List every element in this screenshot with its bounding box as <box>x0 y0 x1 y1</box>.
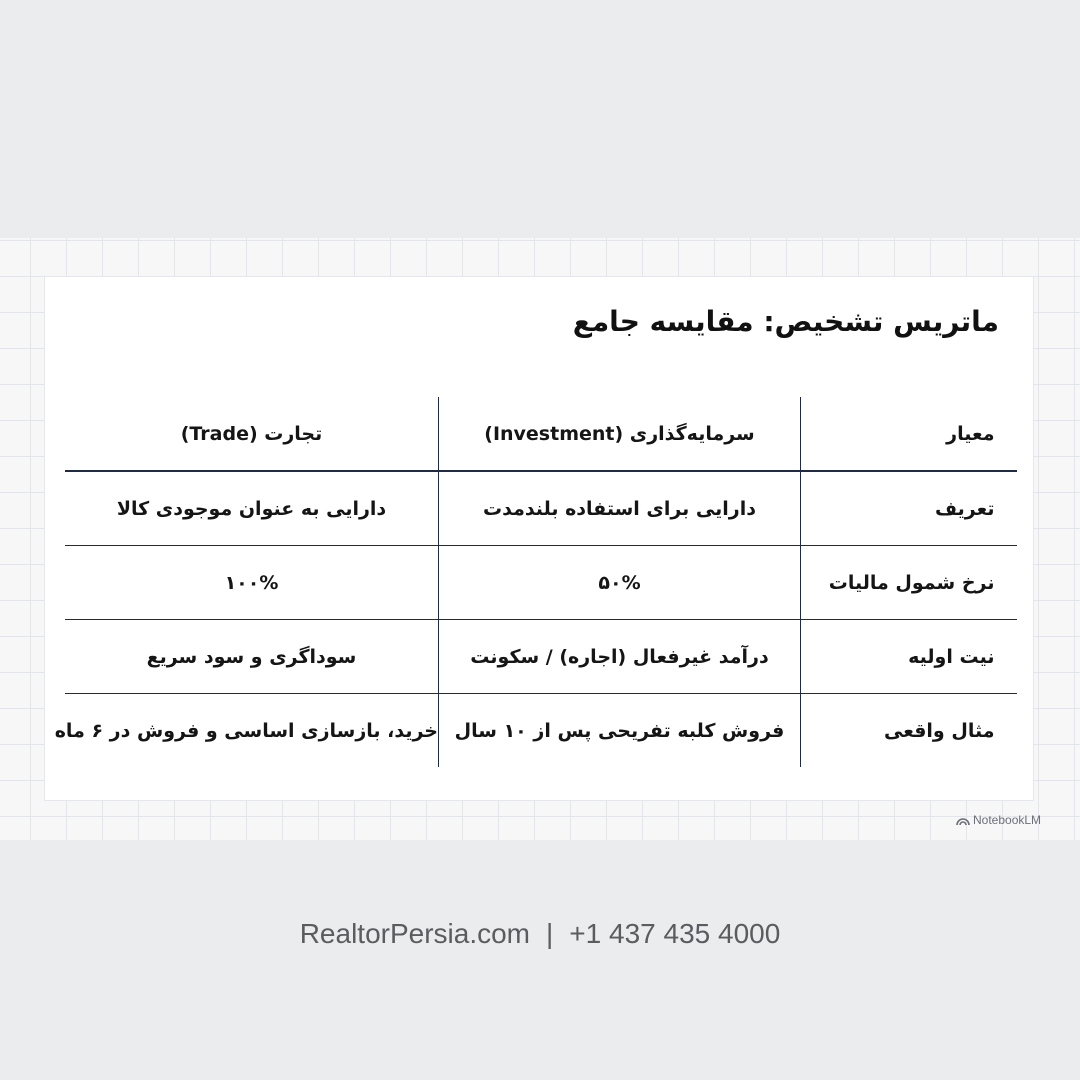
table-row <box>65 694 1017 768</box>
slide-title: ماتریس تشخیص: مقایسه جامع <box>572 305 999 338</box>
table-row <box>65 620 1017 694</box>
row-trade-cell: خرید، بازسازی اساسی و فروش در ۶ ماه <box>54 719 438 742</box>
row-investment-cell: درآمد غیرفعال (اجاره) / سکونت <box>439 620 801 694</box>
row-investment-cell: فروش کلبه تفریحی پس از ۱۰ سال <box>439 694 801 768</box>
table-header-row <box>65 397 1017 471</box>
row-trade-cell: دارایی به عنوان موجودی کالا <box>65 471 439 546</box>
row-criteria-cell: مثال واقعی <box>884 719 995 742</box>
table-row <box>65 471 1017 546</box>
row-criteria-cell: نیت اولیه <box>801 620 1017 694</box>
website-link[interactable]: RealtorPersia.com <box>299 918 531 949</box>
notebooklm-logo-icon <box>956 814 970 826</box>
table-row <box>65 546 1017 620</box>
comparison-table <box>54 397 1017 767</box>
header-criteria: معیار <box>801 397 1017 471</box>
row-trade-cell: ۱۰۰% <box>65 546 439 620</box>
slide-card <box>44 276 1034 801</box>
row-trade-cell: سوداگری و سود سریع <box>65 620 439 694</box>
row-investment-cell: دارایی برای استفاده بلندمدت <box>439 471 801 546</box>
slide-background <box>0 238 1080 840</box>
header-trade: تجارت (Trade) <box>65 397 439 471</box>
notebooklm-watermark <box>956 813 1041 827</box>
row-criteria-cell: تعریف <box>801 471 1017 546</box>
header-investment: سرمایه‌گذاری (Investment) <box>439 397 801 471</box>
watermark-label: NotebookLM <box>973 813 1042 827</box>
phone-number[interactable]: +1 437 435 4000 <box>569 918 781 949</box>
row-criteria-cell: نرخ شمول مالیات <box>801 546 1017 620</box>
contact-footer <box>0 918 1080 950</box>
footer-separator: | <box>546 918 554 949</box>
row-investment-cell: ۵۰% <box>439 546 801 620</box>
